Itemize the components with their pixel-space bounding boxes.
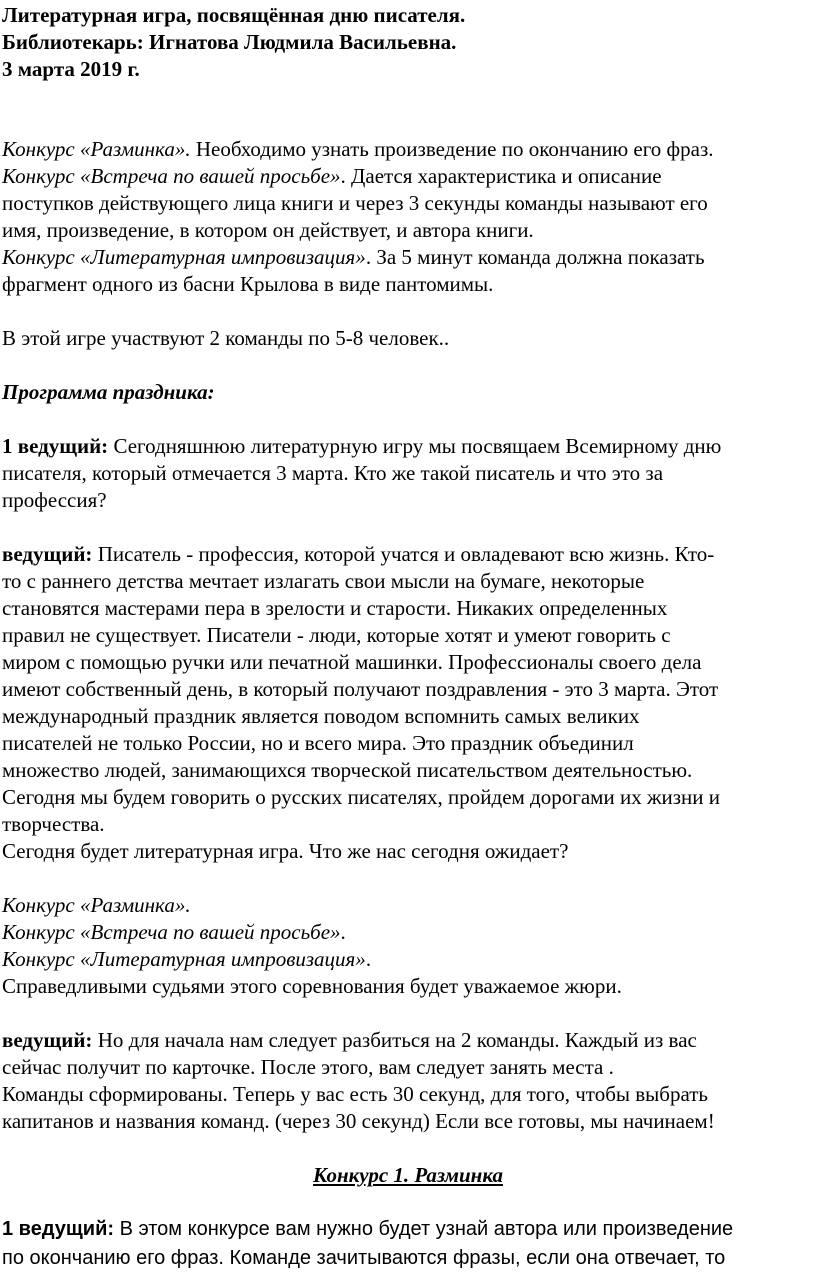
paragraph-line: сейчас получит по карточке. После этого, вам следует занять места . <box>2 1055 614 1079</box>
punctuation: . <box>340 920 346 944</box>
contest-list-item: Конкурс «Разминка». <box>2 893 191 917</box>
paragraph-line: творчества. <box>2 812 105 836</box>
paragraph-line: международный праздник является поводом вспомнить самых великих <box>2 704 640 728</box>
paragraph-line: профессия? <box>2 488 107 512</box>
teams-info: В этой игре участвуют 2 команды по 5-8 человек.. <box>2 326 450 350</box>
contest-name: Конкурс «Литературная импровизация» <box>2 245 366 269</box>
paragraph-line: Сегодня мы будем говорить о русских писателях, пройдем дорогами их жизни и <box>2 785 720 809</box>
paragraph-line: по окончанию его фраз. Команде зачитываются фразы, если она отвечает, то <box>2 1247 726 1269</box>
speaker-label: ведущий: <box>2 542 93 566</box>
paragraph-line: то с раннего детства мечтает излагать свои мысли на бумаге, некоторые <box>2 569 645 593</box>
speech-paragraph <box>2 541 714 568</box>
contest-description: Необходимо узнать произведение по окончанию его фраз. <box>190 137 714 161</box>
jury-line: Справедливыми судьями этого соревнования будет уважаемое жюри. <box>2 974 622 998</box>
paragraph-text: Но для начала нам следует разбиться на 2 команды. Каждый из вас <box>92 1028 697 1052</box>
contest-name: Конкурс «Разминка». <box>2 137 191 161</box>
speaker-label: 1 ведущий: <box>2 434 109 458</box>
paragraph-line: писателей не только России, но и всего мира. Это праздник объединил <box>2 731 634 755</box>
contest-description: . За 5 минут команда должна показать <box>365 245 705 269</box>
paragraph-line: писателя, который отмечается 3 марта. Кто же такой писатель и что это за <box>2 461 664 485</box>
speech-paragraph <box>2 1027 697 1054</box>
contest-name: Конкурс «Встреча по вашей просьбе» <box>2 164 341 188</box>
paragraph-line: поступков действующего лица книги и через 3 секунды команды называют его <box>2 191 708 215</box>
paragraph-line: Сегодня будет литературная игра. Что же нас сегодня ожидает? <box>2 839 569 863</box>
librarian-line: Библиотекарь: Игнатова Людмила Васильевна. <box>2 30 457 54</box>
speaker-label: ведущий: <box>2 1028 93 1052</box>
doc-title: Литературная игра, посвящённая дню писателя. <box>2 3 466 27</box>
speech-paragraph <box>2 433 721 460</box>
program-heading: Программа праздника: <box>2 380 215 404</box>
contest-name: Конкурс «Литературная импровизация» <box>2 947 366 971</box>
contest-list-item <box>2 946 371 973</box>
paragraph-text: В этом конкурсе вам нужно будет узнай автора или произведение <box>114 1218 734 1240</box>
paragraph-line: фрагмент одного из басни Крылова в виде пантомимы. <box>2 272 494 296</box>
section-heading: Конкурс 1. Разминка <box>313 1163 503 1187</box>
paragraph-line: имеют собственный день, в который получают поздравления - это 3 марта. Этот <box>2 677 719 701</box>
punctuation: . <box>365 947 372 971</box>
paragraph-text: Сегодняшнюю литературную игру мы посвящаем Всемирному дню <box>108 434 722 458</box>
paragraph-line: миром с помощью ручки или печатной машинки. Профессионалы своего дела <box>2 650 702 674</box>
paragraph-line: Команды сформированы. Теперь у вас есть 30 секунд, для того, чтобы выбрать <box>2 1082 708 1106</box>
contest-description: . Дается характеристика и описание <box>340 164 662 188</box>
contest-name: Конкурс «Встреча по вашей просьбе» <box>2 920 341 944</box>
intro-contest-3 <box>2 244 705 271</box>
speech-paragraph <box>2 1216 733 1243</box>
contest-list-item <box>2 919 346 946</box>
speaker-label: 1 ведущий: <box>2 1218 115 1240</box>
paragraph-line: становятся мастерами пера в зрелости и старости. Никаких определенных <box>2 596 668 620</box>
date-line: 3 марта 2019 г. <box>2 57 140 81</box>
intro-contest-1 <box>2 136 714 163</box>
paragraph-line: имя, произведение, в котором он действует, и автора книги. <box>2 218 534 242</box>
paragraph-line: множество людей, занимающихся творческой писательством деятельностью. <box>2 758 693 782</box>
intro-contest-2 <box>2 163 662 190</box>
paragraph-line: капитанов и названия команд. (через 30 секунд) Если все готовы, мы начинаем! <box>2 1109 715 1133</box>
paragraph-line: правил не существует. Писатели - люди, которые хотят и умеют говорить с <box>2 623 671 647</box>
paragraph-text: Писатель - профессия, которой учатся и овладевают всю жизнь. Кто- <box>92 542 715 566</box>
